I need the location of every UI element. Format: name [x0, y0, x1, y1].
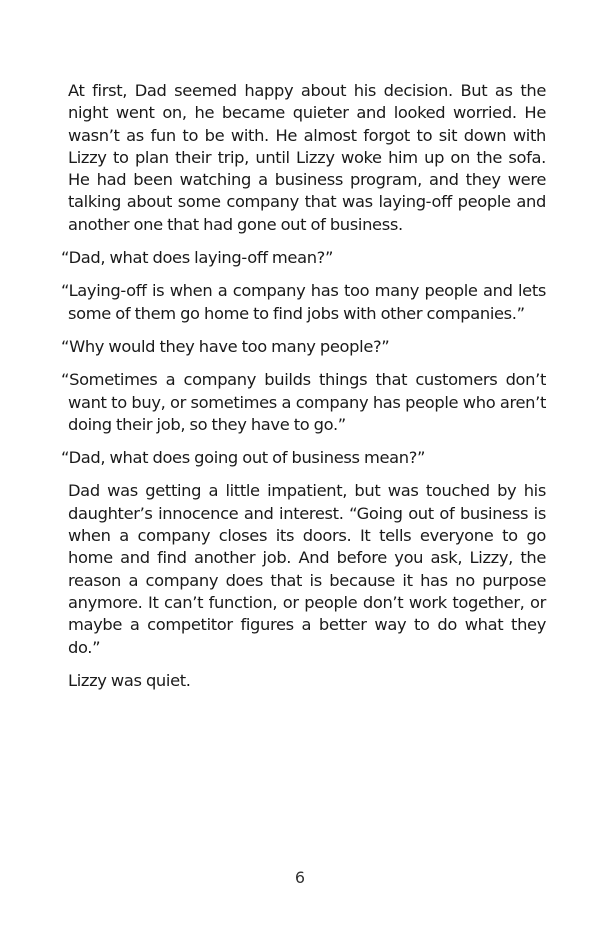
dialogue-dad-laying-off-answer: “Laying-off is when a company has too many people and lets some of them go home to find jobs with other companies.”	[61, 281, 546, 323]
dialogue-lizzy-laying-off-question: “Dad, what does laying-off mean?”	[61, 248, 334, 268]
dialogue-dad-too-many-people-answer: “Sometimes a company builds things that customers don’t want to buy, or sometimes a company has people who aren’t doing their job, so they have to go.”	[61, 370, 546, 434]
page-body	[61, 80, 546, 703]
paragraph-narration-dad-worried: At first, Dad seemed happy about his decision. But as the night went on, he became quieter and looked worried. He wasn’t as fun to be with. He almost forgot to sit down with Lizzy to plan their trip, until Lizzy woke him up on the sofa. He had been watching a business program, and they were talking about some company that was laying-off people and another one that had gone out of business.	[68, 81, 546, 234]
dialogue-lizzy-out-of-business-question: “Dad, what does going out of business mean?”	[61, 448, 426, 468]
page-number: 6	[294, 868, 306, 887]
paragraph-narration-lizzy-quiet: Lizzy was quiet.	[68, 670, 191, 690]
paragraph-narration-dad-explains: Dad was getting a little impatient, but was touched by his daughter’s innocence and interest. “Going out of business is when a company closes its doors. It tells everyone to go home and find another job. And before you ask, Lizzy, the reason a company does that is because it has no purpose anymore. It can’t function, or people don’t work together, or maybe a competitor figures a better way to do what they do.”	[68, 481, 546, 657]
dialogue-lizzy-too-many-people-question: “Why would they have too many people?”	[61, 336, 390, 356]
